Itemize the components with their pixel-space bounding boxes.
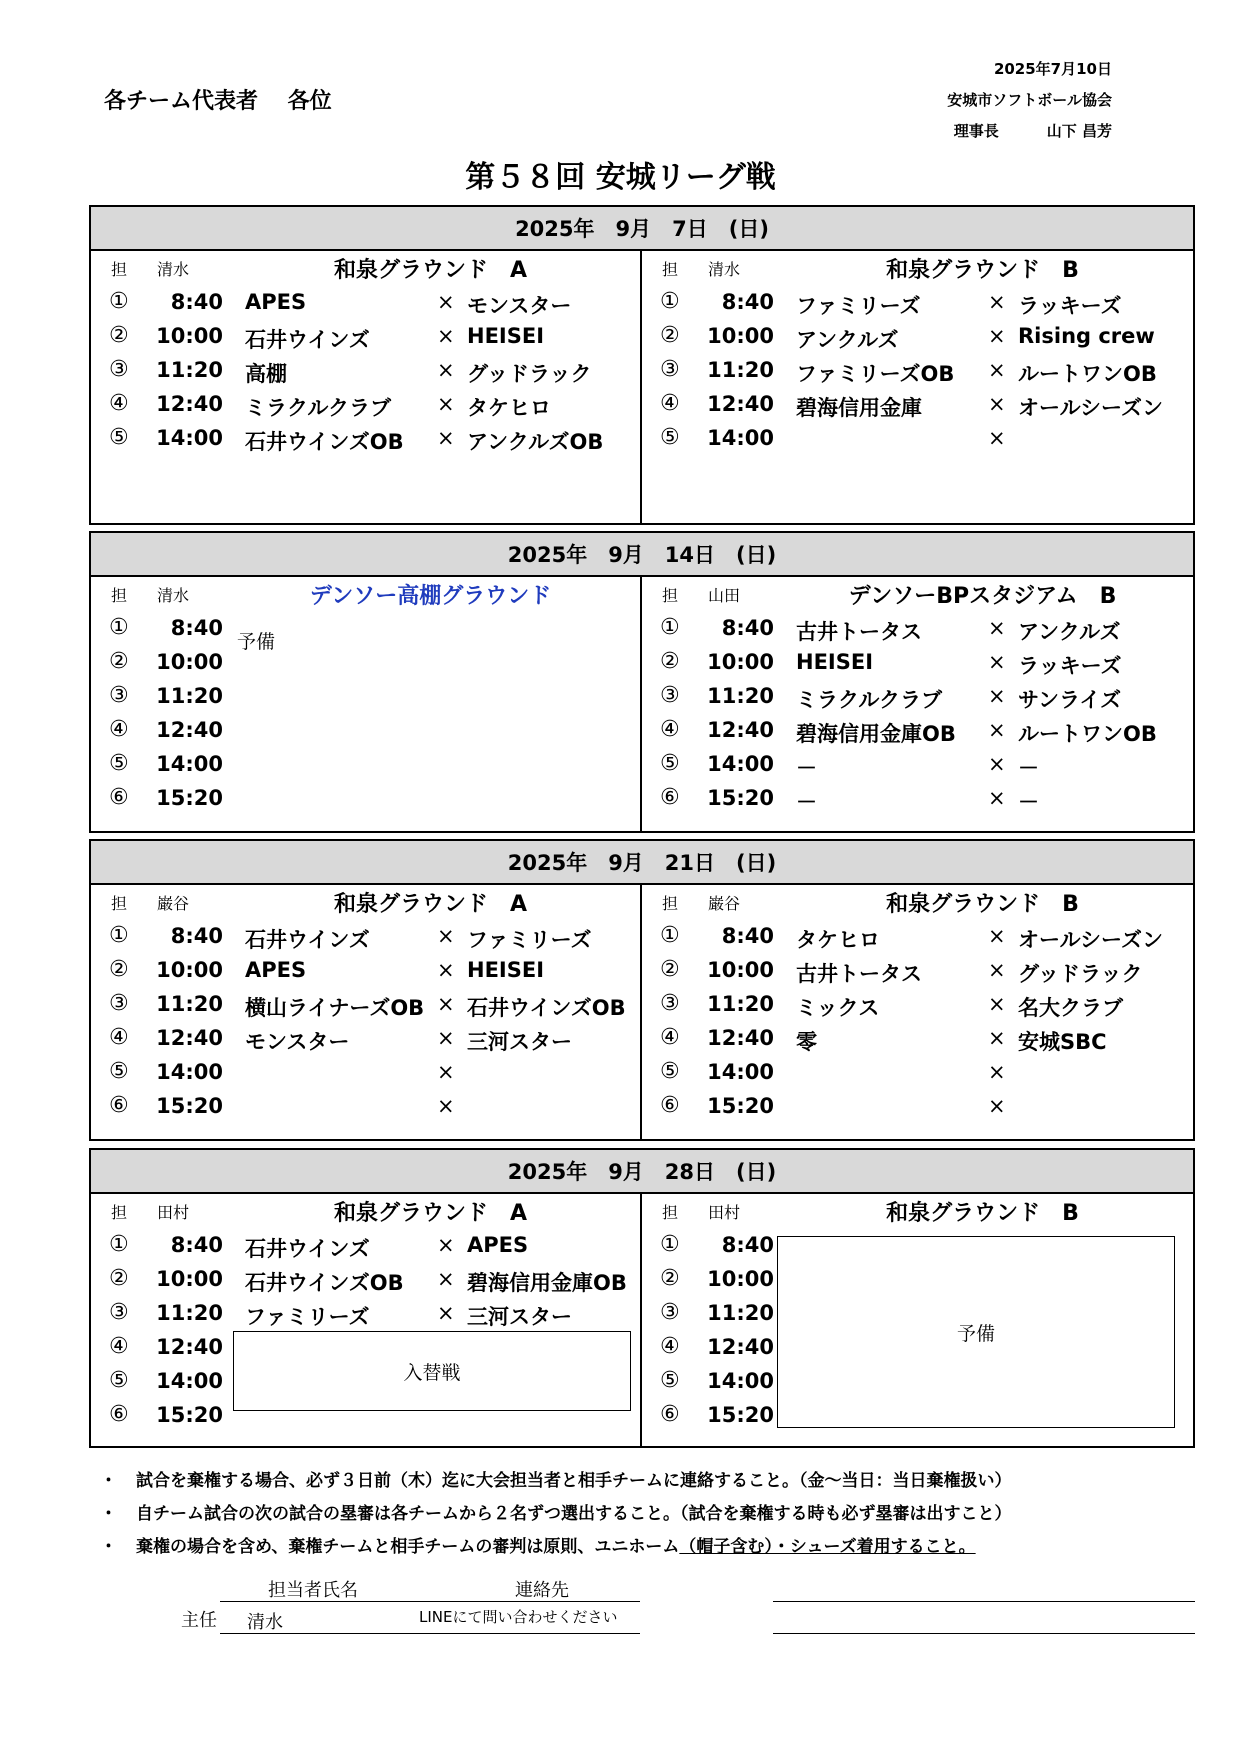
- addressee: 各チーム代表者 各位: [104, 89, 332, 114]
- footer-rule: [220, 1601, 640, 1602]
- game-time: 11:20: [156, 1301, 223, 1325]
- page-title: 第５８回 安城リーグ戦: [465, 160, 776, 195]
- game-time: 14:00: [707, 426, 774, 450]
- game-number: ⑤: [660, 1368, 680, 1393]
- game-row: [109, 751, 640, 785]
- team-away: ルートワンOB: [1018, 362, 1157, 386]
- team-home: 高棚: [245, 362, 287, 386]
- game-time: 11:20: [707, 684, 774, 708]
- vs-mark: ×: [988, 392, 1006, 416]
- vs-mark: ×: [437, 290, 455, 314]
- playoff-box: 入替戦: [233, 1331, 631, 1411]
- team-home: 碧海信用金庫: [796, 396, 922, 420]
- footer-col-contact: 連絡先: [515, 1580, 569, 1601]
- staff-label: [111, 583, 189, 606]
- team-home: アンクルズ: [796, 328, 899, 352]
- game-time: 11:20: [156, 992, 223, 1016]
- game-number: ④: [660, 391, 680, 416]
- team-away: APES: [467, 1233, 529, 1257]
- vs-mark: ×: [437, 1060, 455, 1084]
- team-away: オールシーズン: [1018, 928, 1164, 952]
- staff-label: [662, 583, 740, 606]
- game-time: 10:00: [707, 650, 774, 674]
- game-time: 12:40: [156, 1026, 223, 1050]
- game-row: [660, 957, 1193, 991]
- game-number: ③: [660, 1300, 680, 1325]
- game-number: ⑥: [660, 1093, 680, 1118]
- vs-mark: ×: [988, 992, 1006, 1016]
- game-number: ①: [660, 289, 680, 314]
- game-time: 10:00: [156, 650, 223, 674]
- game-row: [109, 1059, 640, 1093]
- day-date: 2025年 9月 21日 (日): [91, 841, 1193, 885]
- game-time: 11:20: [707, 992, 774, 1016]
- game-row: [109, 717, 640, 751]
- footer-rule: [220, 1633, 640, 1634]
- day-block: [89, 839, 1195, 1141]
- game-row: [660, 1059, 1193, 1093]
- venue-panel-right: [642, 885, 1193, 1139]
- issue-date: 2025年7月10日: [993, 60, 1112, 78]
- footer-col-name: 担当者氏名: [268, 1580, 358, 1601]
- venue-panel-left: [91, 1194, 642, 1446]
- team-home: 碧海信用金庫OB: [796, 722, 956, 746]
- game-time: 10:00: [707, 324, 774, 348]
- team-away: －: [1018, 756, 1039, 780]
- team-home: APES: [245, 290, 307, 314]
- game-time: 10:00: [707, 1267, 774, 1291]
- game-row: [660, 1093, 1193, 1127]
- day-block: [89, 531, 1195, 833]
- vs-mark: ×: [988, 1026, 1006, 1050]
- game-number: ②: [660, 323, 680, 348]
- game-row: [109, 1266, 640, 1300]
- footer-name: 清水: [247, 1612, 283, 1633]
- venue-panel-left: [91, 885, 642, 1139]
- game-time: 8:40: [170, 924, 223, 948]
- game-time: 14:00: [156, 1060, 223, 1084]
- staff-mark: 担: [111, 586, 128, 605]
- team-away: ラッキーズ: [1018, 654, 1122, 678]
- game-row: [109, 323, 640, 357]
- team-away: －: [1018, 790, 1039, 814]
- staff-name: 田村: [708, 1203, 741, 1222]
- team-away: グッドラック: [467, 362, 592, 386]
- team-home: ミラクルクラブ: [796, 688, 942, 712]
- game-number: ①: [109, 923, 129, 948]
- game-row: [109, 615, 640, 649]
- game-time: 8:40: [170, 616, 223, 640]
- vs-mark: ×: [988, 324, 1006, 348]
- venue-name: デンソーBPスタジアム B: [848, 584, 1117, 609]
- game-row: [660, 751, 1193, 785]
- game-number: ②: [660, 957, 680, 982]
- game-number: ④: [109, 1025, 129, 1050]
- venue-name: 和泉グラウンド B: [886, 258, 1079, 283]
- game-number: ③: [660, 357, 680, 382]
- game-time: 15:20: [707, 786, 774, 810]
- footer-role: 主任: [181, 1610, 217, 1631]
- game-row: [109, 1093, 640, 1127]
- team-away: 名大クラブ: [1018, 996, 1123, 1020]
- staff-name: 山田: [708, 586, 741, 605]
- staff-mark: 担: [662, 1203, 679, 1222]
- staff-name: 巌谷: [708, 894, 741, 913]
- vs-mark: ×: [437, 1026, 455, 1050]
- vs-mark: ×: [988, 718, 1006, 742]
- game-number: ④: [109, 1334, 129, 1359]
- rule-2: ・ 自チーム試合の次の試合の塁審は各チームから２名ずつ選出すること。（試合を棄権する時も必ず塁審は出すこと）: [100, 1504, 1012, 1524]
- team-away: 三河スター: [467, 1305, 572, 1329]
- day-date: 2025年 9月 14日 (日): [91, 533, 1193, 577]
- team-home: 石井ウインズOB: [245, 430, 404, 454]
- team-away: 三河スター: [467, 1030, 572, 1054]
- team-home: －: [796, 756, 817, 780]
- organization: 安城市ソフトボール協会: [947, 91, 1112, 109]
- game-time: 14:00: [707, 752, 774, 776]
- team-away: ファミリーズ: [467, 928, 592, 952]
- vs-mark: ×: [437, 324, 455, 348]
- game-number: ⑤: [109, 751, 129, 776]
- vs-mark: ×: [437, 992, 455, 1016]
- game-number: ②: [109, 649, 129, 674]
- chair-role: 理事長: [953, 122, 999, 140]
- footer-rule: [773, 1633, 1195, 1634]
- vs-mark: ×: [988, 1094, 1006, 1118]
- vs-mark: ×: [437, 358, 455, 382]
- game-row: [109, 1025, 640, 1059]
- game-time: 8:40: [721, 1233, 774, 1257]
- game-number: ④: [660, 717, 680, 742]
- game-row: [109, 1232, 640, 1266]
- game-time: 14:00: [156, 752, 223, 776]
- vs-mark: ×: [437, 1267, 455, 1291]
- team-home: ファミリーズ: [796, 294, 921, 318]
- venue-name: デンソー高棚グラウンド: [309, 584, 552, 609]
- game-row: [660, 615, 1193, 649]
- venue-panel-left: [91, 251, 642, 523]
- team-home: 石井ウインズOB: [245, 1271, 404, 1295]
- venue-panel-right: [642, 577, 1193, 831]
- team-home: タケヒロ: [796, 928, 880, 952]
- game-time: 12:40: [707, 1026, 774, 1050]
- venue-name: 和泉グラウンド A: [333, 1201, 528, 1226]
- venue-name: 和泉グラウンド A: [333, 258, 528, 283]
- game-number: ②: [660, 649, 680, 674]
- game-number: ⑥: [660, 1402, 680, 1427]
- game-time: 10:00: [707, 958, 774, 982]
- vs-mark: ×: [988, 684, 1006, 708]
- staff-name: 清水: [157, 586, 190, 605]
- game-list: [109, 615, 640, 819]
- game-number: ①: [660, 1232, 680, 1257]
- venue-name: 和泉グラウンド A: [333, 892, 528, 917]
- vs-mark: ×: [437, 1301, 455, 1325]
- staff-label: [662, 891, 740, 914]
- game-number: ⑥: [660, 785, 680, 810]
- game-row: [109, 289, 640, 323]
- game-row: [109, 923, 640, 957]
- staff-mark: 担: [111, 260, 128, 279]
- day-date: 2025年 9月 7日 (日): [91, 207, 1193, 251]
- game-list: [660, 923, 1193, 1127]
- team-home: －: [796, 790, 817, 814]
- team-away: サンライズ: [1018, 688, 1122, 712]
- game-row: [109, 1300, 640, 1334]
- game-time: 8:40: [721, 616, 774, 640]
- team-away: 石井ウインズOB: [467, 996, 626, 1020]
- game-number: ⑥: [109, 1093, 129, 1118]
- footer-contact: LINEにて問い合わせください: [419, 1608, 618, 1626]
- team-away: Rising crew: [1018, 324, 1155, 348]
- team-away: ラッキーズ: [1018, 294, 1122, 318]
- game-row: [109, 649, 640, 683]
- team-away: 安城SBC: [1018, 1030, 1107, 1054]
- staff-name: 清水: [708, 260, 741, 279]
- chairperson: [954, 120, 1112, 141]
- team-home: 石井ウインズ: [245, 928, 370, 952]
- game-time: 12:40: [156, 718, 223, 742]
- game-time: 12:40: [707, 1335, 774, 1359]
- staff-label: [662, 257, 740, 280]
- game-time: 11:20: [156, 684, 223, 708]
- game-row: [109, 957, 640, 991]
- game-list: [660, 615, 1193, 819]
- game-number: ②: [109, 957, 129, 982]
- game-number: ③: [109, 1300, 129, 1325]
- vs-mark: ×: [988, 358, 1006, 382]
- staff-mark: 担: [662, 586, 679, 605]
- team-away: タケヒロ: [467, 396, 551, 420]
- staff-label: [111, 891, 189, 914]
- game-time: 15:20: [156, 1094, 223, 1118]
- staff-mark: 担: [111, 1203, 128, 1222]
- game-number: ③: [660, 991, 680, 1016]
- game-row: [660, 425, 1193, 459]
- chair-name: 山下 昌芳: [1046, 122, 1112, 140]
- staff-label: [111, 1200, 189, 1223]
- vs-mark: ×: [988, 290, 1006, 314]
- staff-mark: 担: [111, 894, 128, 913]
- vs-mark: ×: [988, 786, 1006, 810]
- game-list: [109, 289, 640, 459]
- game-row: [660, 1025, 1193, 1059]
- team-away: オールシーズン: [1018, 396, 1164, 420]
- game-row: [109, 991, 640, 1025]
- team-away: HEISEI: [467, 958, 545, 982]
- team-home: 石井ウインズ: [245, 1237, 370, 1261]
- game-time: 15:20: [156, 1403, 223, 1427]
- game-number: ⑥: [109, 785, 129, 810]
- game-number: ⑤: [660, 1059, 680, 1084]
- team-home: ミラクルクラブ: [245, 396, 391, 420]
- game-time: 8:40: [721, 924, 774, 948]
- team-away: アンクルズOB: [467, 430, 604, 454]
- vs-mark: ×: [988, 1060, 1006, 1084]
- vs-mark: ×: [988, 650, 1006, 674]
- game-number: ①: [660, 923, 680, 948]
- staff-name: 清水: [157, 260, 190, 279]
- game-row: [660, 717, 1193, 751]
- game-time: 11:20: [707, 358, 774, 382]
- venue-panel-left: [91, 577, 642, 831]
- game-number: ①: [109, 1232, 129, 1257]
- game-number: ⑤: [660, 425, 680, 450]
- game-number: ③: [109, 991, 129, 1016]
- game-time: 14:00: [707, 1060, 774, 1084]
- game-row: [660, 649, 1193, 683]
- game-number: ⑤: [109, 1368, 129, 1393]
- game-number: ②: [109, 1266, 129, 1291]
- game-row: [109, 391, 640, 425]
- reserve-note: 予備: [237, 631, 276, 653]
- vs-mark: ×: [437, 426, 455, 450]
- team-home: 横山ライナーズOB: [245, 996, 425, 1020]
- game-number: ⑤: [109, 425, 129, 450]
- vs-mark: ×: [988, 958, 1006, 982]
- game-time: 11:20: [156, 358, 223, 382]
- team-home: ファミリーズOB: [796, 362, 955, 386]
- game-row: [660, 991, 1193, 1025]
- game-number: ②: [109, 323, 129, 348]
- team-home: モンスター: [245, 1030, 350, 1054]
- game-row: [660, 785, 1193, 819]
- game-list: [109, 923, 640, 1127]
- game-time: 11:20: [707, 1301, 774, 1325]
- game-time: 14:00: [156, 1369, 223, 1393]
- game-number: ④: [109, 391, 129, 416]
- game-time: 15:20: [156, 786, 223, 810]
- staff-mark: 担: [662, 260, 679, 279]
- game-row: [109, 425, 640, 459]
- venue-panel-right: [642, 251, 1193, 523]
- game-time: 8:40: [170, 1233, 223, 1257]
- vs-mark: ×: [437, 1094, 455, 1118]
- vs-mark: ×: [988, 616, 1006, 640]
- vs-mark: ×: [437, 958, 455, 982]
- game-row: [109, 683, 640, 717]
- game-number: ⑤: [660, 751, 680, 776]
- staff-label: [662, 1200, 740, 1223]
- team-home: HEISEI: [796, 650, 874, 674]
- game-time: 10:00: [156, 1267, 223, 1291]
- vs-mark: ×: [988, 924, 1006, 948]
- team-home: ファミリーズ: [245, 1305, 370, 1329]
- game-number: ④: [660, 1025, 680, 1050]
- team-away: ルートワンOB: [1018, 722, 1157, 746]
- game-row: [660, 391, 1193, 425]
- game-time: 10:00: [156, 324, 223, 348]
- game-number: ①: [660, 615, 680, 640]
- venue-name: 和泉グラウンド B: [886, 892, 1079, 917]
- staff-label: [111, 257, 189, 280]
- game-row: [660, 357, 1193, 391]
- team-away: グッドラック: [1018, 962, 1143, 986]
- game-time: 8:40: [170, 290, 223, 314]
- day-block: [89, 1148, 1195, 1448]
- vs-mark: ×: [988, 752, 1006, 776]
- rule-1: ・ 試合を棄権する場合、必ず３日前（木）迄に大会担当者と相手チームに連絡すること。（金～当日：当日棄権扱い）: [100, 1471, 1012, 1491]
- team-away: HEISEI: [467, 324, 545, 348]
- game-time: 15:20: [707, 1403, 774, 1427]
- game-time: 14:00: [156, 426, 223, 450]
- game-time: 12:40: [707, 392, 774, 416]
- team-home: APES: [245, 958, 307, 982]
- venue-name: 和泉グラウンド B: [886, 1201, 1079, 1226]
- game-row: [660, 683, 1193, 717]
- team-away: アンクルズ: [1018, 620, 1121, 644]
- footer-rule: [773, 1601, 1195, 1602]
- team-home: 石井ウインズ: [245, 328, 370, 352]
- game-number: ⑤: [109, 1059, 129, 1084]
- team-away: 碧海信用金庫OB: [467, 1271, 627, 1295]
- game-number: ①: [109, 289, 129, 314]
- game-time: 12:40: [156, 392, 223, 416]
- game-number: ④: [109, 717, 129, 742]
- venue-panel-right: [642, 1194, 1193, 1446]
- game-number: ②: [660, 1266, 680, 1291]
- game-time: 12:40: [156, 1335, 223, 1359]
- game-number: ③: [109, 683, 129, 708]
- staff-name: 巌谷: [157, 894, 190, 913]
- rule-3: ・ 棄権の場合を含め、棄権チームと相手チームの審判は原則、ユニホーム（帽子含む）・シューズ着用すること。: [100, 1537, 976, 1557]
- game-row: [109, 357, 640, 391]
- day-block: [89, 205, 1195, 525]
- game-row: [109, 785, 640, 819]
- game-time: 14:00: [707, 1369, 774, 1393]
- team-away: モンスター: [467, 294, 572, 318]
- vs-mark: ×: [437, 924, 455, 948]
- game-number: ③: [109, 357, 129, 382]
- game-time: 12:40: [707, 718, 774, 742]
- day-date: 2025年 9月 28日 (日): [91, 1150, 1193, 1194]
- game-number: ①: [109, 615, 129, 640]
- game-number: ⑥: [109, 1402, 129, 1427]
- staff-mark: 担: [662, 894, 679, 913]
- team-home: ミックス: [796, 996, 880, 1020]
- game-row: [660, 323, 1193, 357]
- game-number: ④: [660, 1334, 680, 1359]
- game-number: ③: [660, 683, 680, 708]
- game-time: 10:00: [156, 958, 223, 982]
- staff-name: 田村: [157, 1203, 190, 1222]
- vs-mark: ×: [988, 426, 1006, 450]
- game-list: [660, 289, 1193, 459]
- game-time: 15:20: [707, 1094, 774, 1118]
- reserve-box: 予備: [777, 1236, 1175, 1428]
- vs-mark: ×: [437, 1233, 455, 1257]
- team-home: 古井トータス: [796, 962, 922, 986]
- game-row: [660, 289, 1193, 323]
- game-row: [660, 923, 1193, 957]
- vs-mark: ×: [437, 392, 455, 416]
- team-home: 古井トータス: [796, 620, 922, 644]
- team-home: 零: [796, 1030, 817, 1054]
- game-time: 8:40: [721, 290, 774, 314]
